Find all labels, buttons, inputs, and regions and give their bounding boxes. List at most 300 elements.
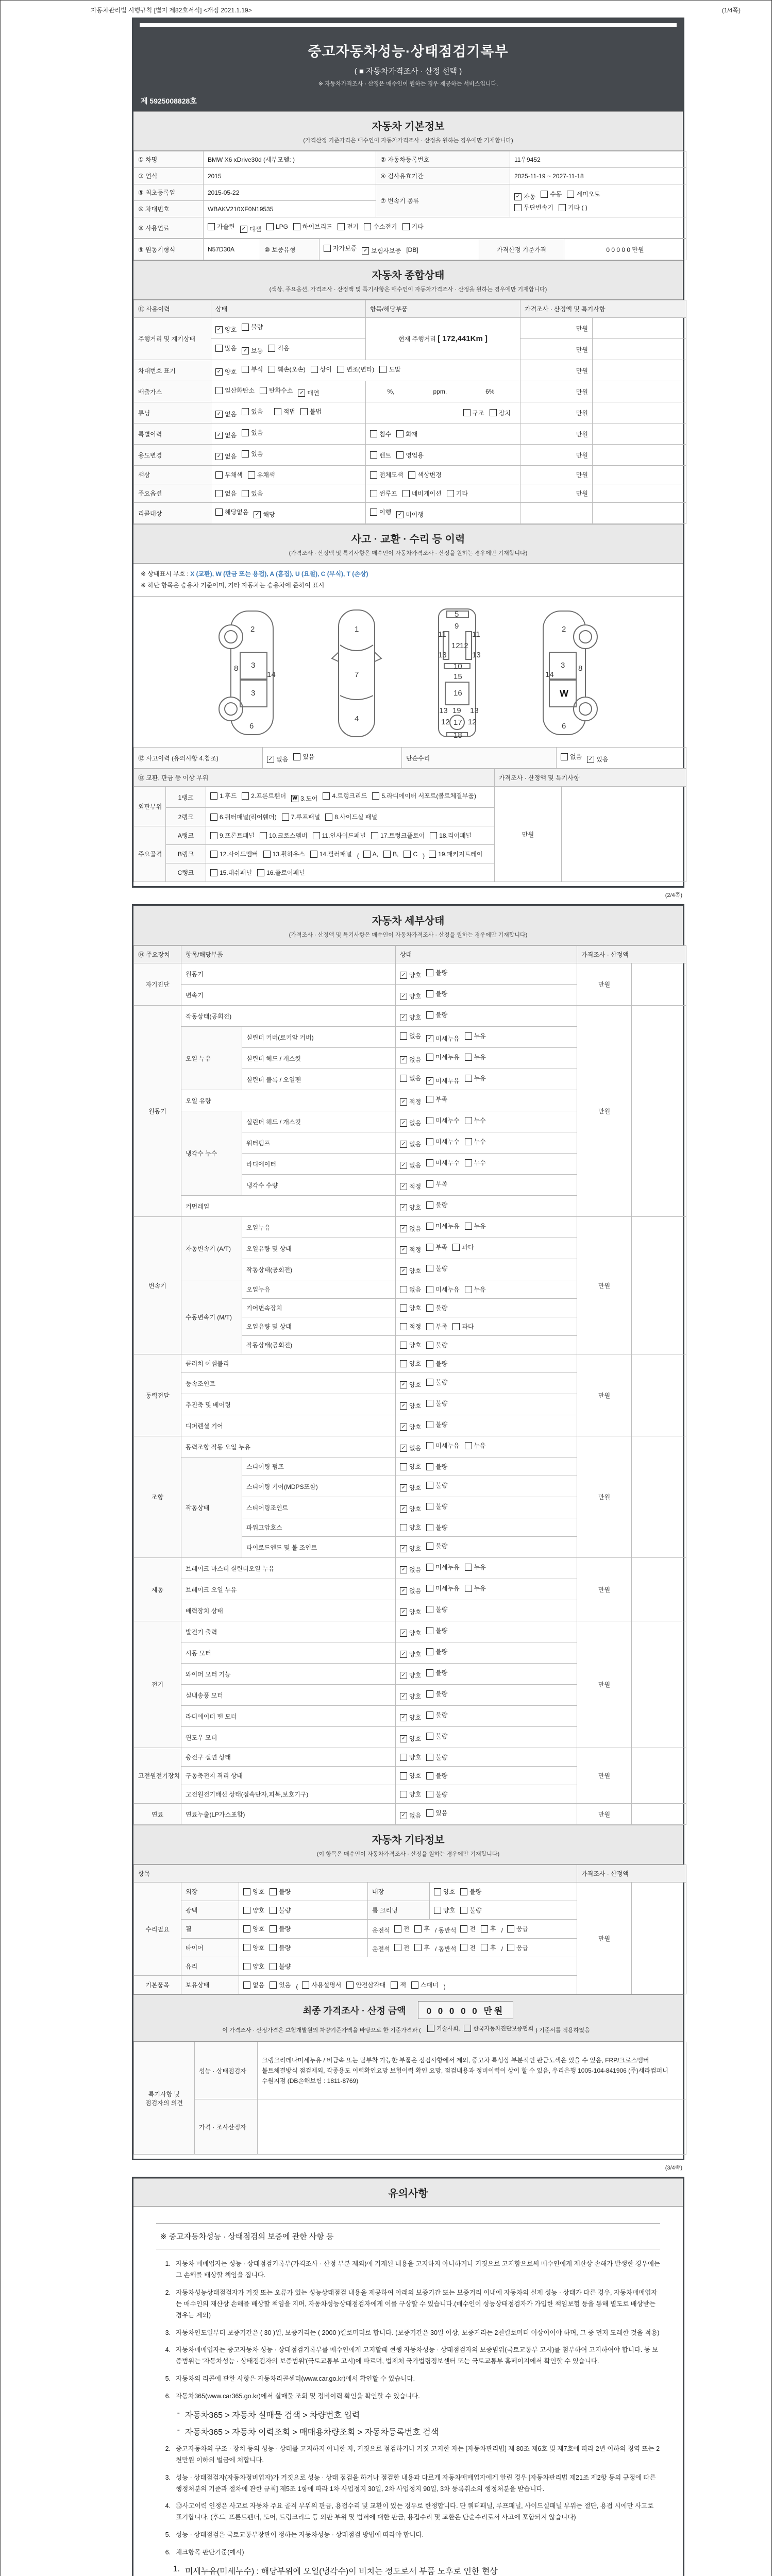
checkbox-icon[interactable] bbox=[426, 1627, 433, 1634]
checkbox-option[interactable] bbox=[426, 1076, 459, 1085]
checkbox-icon[interactable] bbox=[282, 814, 289, 821]
checkbox-option[interactable] bbox=[302, 1980, 341, 1989]
checkbox-icon[interactable] bbox=[293, 753, 300, 760]
checkbox-icon[interactable] bbox=[541, 191, 548, 198]
checkbox-option[interactable] bbox=[426, 1771, 447, 1780]
checkbox-icon[interactable] bbox=[452, 1323, 460, 1330]
checkbox-checked-icon[interactable]: ✓ bbox=[254, 511, 261, 518]
checkbox-icon[interactable] bbox=[394, 1925, 401, 1933]
checkbox-option[interactable] bbox=[240, 225, 261, 233]
checkbox-icon[interactable] bbox=[426, 1772, 433, 1780]
checkbox-option[interactable] bbox=[465, 1116, 486, 1125]
checkbox-icon[interactable] bbox=[370, 471, 377, 479]
checkbox-option[interactable] bbox=[490, 409, 511, 417]
checkbox-icon[interactable] bbox=[426, 1564, 433, 1571]
checkbox-option[interactable] bbox=[481, 1924, 496, 1933]
checkbox-option[interactable] bbox=[400, 1203, 421, 1212]
checkbox-icon[interactable] bbox=[460, 1944, 467, 1951]
checkbox-icon[interactable] bbox=[313, 832, 320, 839]
checkbox-icon[interactable] bbox=[464, 2025, 471, 2032]
checkbox-option[interactable] bbox=[274, 407, 295, 416]
checkbox-icon[interactable] bbox=[311, 366, 318, 373]
checkbox-icon[interactable] bbox=[371, 832, 378, 839]
checkbox-option[interactable] bbox=[363, 851, 378, 858]
checkbox-icon[interactable] bbox=[426, 1809, 433, 1817]
checkbox-icon[interactable] bbox=[270, 1944, 277, 1951]
checkbox-option[interactable] bbox=[400, 1753, 421, 1761]
checkbox-option[interactable] bbox=[430, 831, 472, 840]
checkbox-option[interactable] bbox=[362, 246, 401, 255]
checkbox-option[interactable] bbox=[371, 831, 425, 840]
checkbox-icon[interactable] bbox=[243, 1981, 250, 1989]
checkbox-option[interactable] bbox=[267, 755, 288, 764]
checkbox-option[interactable] bbox=[396, 510, 424, 519]
checkbox-option[interactable] bbox=[298, 388, 319, 397]
checkbox-icon[interactable] bbox=[426, 1117, 433, 1124]
checkbox-checked-icon[interactable]: ✓ bbox=[242, 347, 249, 354]
checkbox-option[interactable] bbox=[400, 1322, 421, 1331]
checkbox-checked-icon[interactable]: ✓ bbox=[400, 1162, 407, 1169]
checkbox-icon[interactable] bbox=[338, 223, 345, 230]
checkbox-icon[interactable] bbox=[426, 1201, 433, 1209]
checkbox-icon[interactable] bbox=[263, 851, 271, 858]
checkbox-icon[interactable] bbox=[460, 1888, 467, 1895]
checkbox-option[interactable] bbox=[400, 1055, 421, 1064]
checkbox-icon[interactable] bbox=[426, 1138, 433, 1145]
checkbox-icon[interactable] bbox=[426, 1503, 433, 1510]
checkbox-option[interactable] bbox=[426, 1200, 447, 1209]
checkbox-option[interactable] bbox=[460, 1887, 481, 1896]
checkbox-icon[interactable] bbox=[402, 490, 410, 497]
checkbox-option[interactable] bbox=[242, 449, 263, 458]
checkbox-option[interactable] bbox=[243, 1962, 264, 1971]
checkbox-icon[interactable] bbox=[396, 451, 404, 459]
checkbox-icon[interactable] bbox=[400, 1075, 407, 1082]
checkbox-option[interactable] bbox=[400, 1607, 421, 1616]
checkbox-option[interactable] bbox=[507, 1924, 528, 1933]
checkbox-checked-icon[interactable]: ✓ bbox=[215, 368, 223, 376]
checkbox-checked-icon[interactable]: ✓ bbox=[400, 1587, 407, 1595]
checkbox-option[interactable] bbox=[370, 430, 391, 438]
checkbox-option[interactable] bbox=[426, 1441, 459, 1450]
checkbox-option[interactable] bbox=[215, 367, 237, 376]
checkbox-option[interactable] bbox=[400, 1462, 421, 1471]
checkbox-icon[interactable] bbox=[400, 1323, 407, 1330]
checkbox-option[interactable] bbox=[561, 752, 582, 761]
checkbox-option[interactable] bbox=[426, 989, 447, 998]
checkbox-icon[interactable] bbox=[481, 1925, 488, 1933]
checkbox-icon[interactable] bbox=[248, 471, 255, 479]
checkbox-icon[interactable] bbox=[404, 851, 411, 858]
checkbox-icon[interactable] bbox=[400, 1032, 407, 1040]
checkbox-option[interactable] bbox=[243, 1906, 264, 1914]
checkbox-icon[interactable] bbox=[242, 490, 249, 497]
checkbox-checked-icon[interactable]: ✓ bbox=[587, 756, 594, 763]
checkbox-option[interactable] bbox=[270, 1943, 291, 1952]
checkbox-option[interactable] bbox=[400, 1074, 421, 1082]
checkbox-icon[interactable] bbox=[210, 792, 217, 800]
checkbox-icon[interactable] bbox=[260, 387, 267, 394]
checkbox-option[interactable] bbox=[400, 1266, 421, 1275]
checkbox-icon[interactable] bbox=[426, 1690, 433, 1698]
checkbox-option[interactable] bbox=[400, 1118, 421, 1127]
checkbox-checked-icon[interactable]: ✓ bbox=[400, 1714, 407, 1721]
checkbox-icon[interactable] bbox=[243, 1907, 250, 1914]
checkbox-option[interactable] bbox=[463, 409, 484, 417]
checkbox-checked-icon[interactable]: ✓ bbox=[267, 756, 274, 763]
checkbox-option[interactable] bbox=[408, 470, 441, 479]
checkbox-option[interactable] bbox=[400, 1245, 421, 1254]
checkbox-option[interactable] bbox=[270, 1887, 291, 1896]
checkbox-option[interactable] bbox=[243, 1924, 264, 1933]
checkbox-icon[interactable] bbox=[426, 1421, 433, 1428]
checkbox-icon[interactable] bbox=[567, 191, 574, 198]
checkbox-option[interactable] bbox=[426, 1689, 447, 1698]
checkbox-icon[interactable] bbox=[426, 1754, 433, 1761]
checkbox-option[interactable] bbox=[426, 1481, 447, 1489]
checkbox-option[interactable] bbox=[426, 1710, 447, 1719]
checkbox-option[interactable] bbox=[383, 851, 398, 858]
checkbox-icon[interactable] bbox=[400, 1791, 407, 1798]
checkbox-icon[interactable] bbox=[400, 1463, 407, 1470]
checkbox-option[interactable] bbox=[481, 1943, 496, 1952]
checkbox-icon[interactable] bbox=[434, 1888, 441, 1895]
checkbox-option[interactable] bbox=[400, 1303, 421, 1312]
checkbox-option[interactable] bbox=[400, 1380, 421, 1389]
checkbox-option[interactable] bbox=[426, 1626, 447, 1635]
checkbox-icon[interactable] bbox=[426, 1379, 433, 1386]
checkbox-option[interactable] bbox=[242, 428, 263, 437]
checkbox-icon[interactable] bbox=[337, 366, 344, 373]
checkbox-option[interactable] bbox=[210, 850, 258, 858]
checkbox-icon[interactable] bbox=[325, 814, 332, 821]
checkbox-option[interactable] bbox=[270, 1906, 291, 1914]
checkbox-icon[interactable] bbox=[372, 792, 379, 800]
checkbox-option[interactable] bbox=[338, 222, 359, 231]
checkbox-option[interactable] bbox=[426, 1541, 447, 1550]
checkbox-option[interactable] bbox=[364, 222, 397, 231]
checkbox-option[interactable] bbox=[426, 1222, 459, 1230]
checkbox-checked-icon[interactable]: ✓ bbox=[400, 1484, 407, 1492]
checkbox-icon[interactable] bbox=[429, 851, 436, 858]
checkbox-option[interactable] bbox=[370, 507, 391, 516]
checkbox-icon[interactable] bbox=[215, 509, 223, 516]
checkbox-icon[interactable] bbox=[426, 1265, 433, 1272]
checkbox-option[interactable] bbox=[426, 1808, 447, 1817]
checkbox-icon[interactable] bbox=[427, 2025, 434, 2032]
checkbox-checked-icon[interactable]: ✓ bbox=[400, 1505, 407, 1513]
checkbox-icon[interactable] bbox=[465, 1286, 472, 1293]
checkbox-option[interactable] bbox=[242, 407, 263, 416]
checkbox-option[interactable] bbox=[452, 1322, 474, 1331]
checkbox-option[interactable] bbox=[396, 451, 424, 460]
checkbox-option[interactable] bbox=[370, 489, 397, 498]
checkbox-option[interactable] bbox=[400, 1544, 421, 1553]
checkbox-icon[interactable]: W bbox=[291, 795, 298, 802]
checkbox-option[interactable] bbox=[293, 752, 314, 761]
checkbox-option[interactable] bbox=[337, 365, 374, 374]
checkbox-icon[interactable] bbox=[210, 869, 217, 876]
checkbox-checked-icon[interactable]: ✓ bbox=[426, 1077, 433, 1084]
checkbox-option[interactable] bbox=[396, 430, 417, 438]
checkbox-option[interactable] bbox=[426, 1378, 447, 1386]
checkbox-icon[interactable] bbox=[208, 223, 215, 230]
checkbox-icon[interactable] bbox=[465, 1223, 472, 1230]
checkbox-option[interactable] bbox=[465, 1222, 486, 1230]
checkbox-option[interactable] bbox=[400, 1692, 421, 1701]
checkbox-checked-icon[interactable]: ✓ bbox=[400, 1056, 407, 1063]
checkbox-icon[interactable] bbox=[400, 1754, 407, 1761]
checkbox-icon[interactable] bbox=[414, 1944, 422, 1951]
checkbox-option[interactable] bbox=[400, 1422, 421, 1431]
checkbox-option[interactable] bbox=[210, 831, 255, 840]
checkbox-checked-icon[interactable]: ✓ bbox=[400, 1141, 407, 1148]
checkbox-option[interactable] bbox=[260, 831, 308, 840]
checkbox-icon[interactable] bbox=[370, 430, 377, 437]
checkbox-option[interactable] bbox=[426, 968, 447, 977]
checkbox-icon[interactable] bbox=[465, 1442, 472, 1449]
checkbox-option[interactable] bbox=[270, 1924, 291, 1933]
checkbox-option[interactable] bbox=[391, 1980, 406, 1989]
checkbox-option[interactable] bbox=[215, 410, 237, 418]
checkbox-option[interactable] bbox=[426, 1137, 459, 1146]
checkbox-option[interactable] bbox=[400, 1734, 421, 1743]
checkbox-option[interactable] bbox=[426, 1523, 447, 1532]
checkbox-icon[interactable] bbox=[426, 1159, 433, 1166]
checkbox-checked-icon[interactable]: ✓ bbox=[400, 1608, 407, 1616]
checkbox-icon[interactable] bbox=[346, 1981, 354, 1989]
checkbox-icon[interactable] bbox=[463, 409, 470, 416]
checkbox-checked-icon[interactable]: ✓ bbox=[400, 1381, 407, 1388]
checkbox-option[interactable] bbox=[434, 1906, 455, 1914]
checkbox-option[interactable] bbox=[263, 850, 305, 858]
checkbox-option[interactable] bbox=[426, 1264, 447, 1273]
checkbox-icon[interactable] bbox=[242, 324, 249, 331]
checkbox-option[interactable] bbox=[426, 1010, 447, 1019]
checkbox-option[interactable] bbox=[426, 1668, 447, 1677]
checkbox-option[interactable] bbox=[270, 1980, 291, 1989]
checkbox-icon[interactable] bbox=[370, 451, 377, 459]
checkbox-option[interactable] bbox=[215, 507, 248, 516]
checkbox-option[interactable] bbox=[426, 1179, 447, 1188]
checkbox-option[interactable] bbox=[465, 1031, 486, 1040]
checkbox-option[interactable] bbox=[426, 1420, 447, 1429]
checkbox-icon[interactable] bbox=[426, 1482, 433, 1489]
checkbox-option[interactable] bbox=[426, 1341, 447, 1349]
checkbox-checked-icon[interactable]: ✓ bbox=[215, 411, 223, 418]
checkbox-option[interactable] bbox=[400, 1483, 421, 1492]
checkbox-option[interactable] bbox=[243, 1980, 264, 1989]
checkbox-option[interactable] bbox=[465, 1053, 486, 1061]
checkbox-option[interactable] bbox=[282, 812, 320, 821]
checkbox-icon[interactable] bbox=[426, 1648, 433, 1655]
checkbox-icon[interactable] bbox=[270, 1888, 277, 1895]
checkbox-icon[interactable] bbox=[507, 1925, 514, 1933]
checkbox-checked-icon[interactable]: ✓ bbox=[240, 226, 247, 233]
checkbox-option[interactable] bbox=[587, 755, 608, 764]
checkbox-icon[interactable] bbox=[242, 450, 249, 457]
checkbox-icon[interactable] bbox=[426, 1304, 433, 1312]
checkbox-option[interactable] bbox=[400, 1650, 421, 1658]
checkbox-option[interactable] bbox=[400, 1504, 421, 1513]
checkbox-checked-icon[interactable]: ✓ bbox=[400, 1204, 407, 1211]
checkbox-option[interactable] bbox=[268, 344, 289, 352]
checkbox-icon[interactable] bbox=[426, 1711, 433, 1719]
checkbox-option[interactable] bbox=[242, 323, 263, 331]
checkbox-icon[interactable] bbox=[243, 1888, 250, 1895]
checkbox-option[interactable] bbox=[243, 1887, 264, 1896]
checkbox-icon[interactable] bbox=[379, 366, 386, 373]
checkbox-icon[interactable] bbox=[391, 1981, 398, 1989]
checkbox-icon[interactable] bbox=[426, 1606, 433, 1613]
checkbox-icon[interactable] bbox=[426, 990, 433, 997]
checkbox-option[interactable] bbox=[346, 1980, 385, 1989]
checkbox-checked-icon[interactable]: ✓ bbox=[400, 1630, 407, 1637]
checkbox-option[interactable] bbox=[248, 470, 275, 479]
checkbox-icon[interactable] bbox=[426, 1524, 433, 1531]
checkbox-option[interactable] bbox=[411, 1980, 439, 1989]
checkbox-icon[interactable] bbox=[215, 471, 223, 479]
checkbox-icon[interactable] bbox=[400, 1304, 407, 1312]
checkbox-option[interactable] bbox=[400, 1182, 421, 1191]
checkbox-option[interactable] bbox=[400, 1401, 421, 1410]
checkbox-icon[interactable] bbox=[400, 1286, 407, 1293]
checkbox-option[interactable] bbox=[372, 791, 476, 800]
checkbox-option[interactable] bbox=[400, 1140, 421, 1148]
checkbox-icon[interactable] bbox=[310, 851, 317, 858]
checkbox-option[interactable] bbox=[514, 192, 535, 201]
checkbox-checked-icon[interactable]: ✓ bbox=[400, 1566, 407, 1573]
checkbox-icon[interactable] bbox=[426, 1323, 433, 1330]
checkbox-icon[interactable] bbox=[383, 851, 391, 858]
checkbox-option[interactable] bbox=[426, 1462, 447, 1471]
checkbox-icon[interactable] bbox=[400, 1524, 407, 1531]
checkbox-checked-icon[interactable]: ✓ bbox=[400, 1423, 407, 1431]
checkbox-icon[interactable] bbox=[215, 345, 223, 352]
checkbox-checked-icon[interactable]: ✓ bbox=[400, 972, 407, 979]
checkbox-icon[interactable] bbox=[426, 1463, 433, 1470]
checkbox-icon[interactable] bbox=[465, 1117, 472, 1124]
checkbox-icon[interactable] bbox=[430, 832, 437, 839]
checkbox-option[interactable] bbox=[215, 470, 243, 479]
checkbox-option[interactable] bbox=[379, 365, 400, 374]
checkbox-icon[interactable] bbox=[426, 1543, 433, 1550]
checkbox-option[interactable] bbox=[268, 365, 305, 374]
checkbox-icon[interactable] bbox=[561, 753, 568, 760]
checkbox-option[interactable] bbox=[400, 1341, 421, 1349]
checkbox-option[interactable] bbox=[402, 222, 424, 231]
checkbox-icon[interactable] bbox=[452, 1244, 460, 1251]
checkbox-option[interactable] bbox=[400, 1811, 421, 1820]
checkbox-option[interactable] bbox=[400, 1586, 421, 1595]
checkbox-option[interactable] bbox=[452, 1243, 474, 1251]
checkbox-icon[interactable] bbox=[300, 408, 308, 415]
checkbox-icon[interactable] bbox=[323, 792, 330, 800]
checkbox-checked-icon[interactable]: ✓ bbox=[400, 1402, 407, 1410]
checkbox-option[interactable] bbox=[394, 1924, 410, 1933]
checkbox-option[interactable] bbox=[426, 1095, 447, 1104]
checkbox-option[interactable] bbox=[402, 489, 442, 498]
checkbox-option[interactable] bbox=[460, 1943, 476, 1952]
checkbox-icon[interactable] bbox=[242, 429, 249, 436]
checkbox-icon[interactable] bbox=[243, 1963, 250, 1970]
checkbox-option[interactable] bbox=[215, 344, 237, 352]
checkbox-icon[interactable] bbox=[210, 814, 217, 821]
checkbox-icon[interactable] bbox=[514, 204, 522, 211]
checkbox-icon[interactable] bbox=[408, 471, 415, 479]
checkbox-option[interactable] bbox=[465, 1285, 486, 1294]
checkbox-icon[interactable] bbox=[426, 1054, 433, 1061]
checkbox-checked-icon[interactable]: ✓ bbox=[400, 1246, 407, 1253]
checkbox-option[interactable] bbox=[370, 451, 391, 460]
checkbox-option[interactable] bbox=[426, 1584, 459, 1592]
checkbox-icon[interactable] bbox=[426, 1360, 433, 1367]
checkbox-option[interactable] bbox=[293, 222, 332, 231]
checkbox-option[interactable] bbox=[400, 1565, 421, 1574]
checkbox-option[interactable] bbox=[260, 386, 293, 395]
checkbox-option[interactable] bbox=[426, 1563, 459, 1571]
checkbox-checked-icon[interactable]: ✓ bbox=[400, 1812, 407, 1819]
checkbox-option[interactable] bbox=[400, 1097, 421, 1106]
checkbox-option[interactable] bbox=[460, 1906, 481, 1914]
checkbox-option[interactable] bbox=[400, 992, 421, 1001]
checkbox-icon[interactable] bbox=[266, 223, 274, 230]
checkbox-option[interactable] bbox=[400, 1671, 421, 1680]
checkbox-icon[interactable] bbox=[426, 1223, 433, 1230]
checkbox-icon[interactable] bbox=[243, 1944, 250, 1951]
checkbox-option[interactable] bbox=[465, 1074, 486, 1082]
checkbox-option[interactable] bbox=[426, 1605, 447, 1614]
checkbox-checked-icon[interactable]: ✓ bbox=[400, 1120, 407, 1127]
checkbox-option[interactable] bbox=[311, 365, 332, 374]
checkbox-checked-icon[interactable]: ✓ bbox=[400, 1445, 407, 1452]
checkbox-icon[interactable] bbox=[426, 969, 433, 976]
checkbox-option[interactable] bbox=[291, 794, 317, 803]
checkbox-option[interactable] bbox=[465, 1563, 486, 1571]
checkbox-option[interactable] bbox=[429, 850, 482, 858]
checkbox-icon[interactable] bbox=[270, 1925, 277, 1933]
checkbox-icon[interactable] bbox=[411, 1981, 418, 1989]
checkbox-checked-icon[interactable]: ✓ bbox=[400, 1545, 407, 1552]
checkbox-checked-icon[interactable]: ✓ bbox=[400, 1014, 407, 1021]
checkbox-option[interactable] bbox=[210, 868, 252, 877]
checkbox-option[interactable] bbox=[426, 1359, 447, 1368]
checkbox-option[interactable] bbox=[460, 1924, 476, 1933]
checkbox-icon[interactable] bbox=[426, 1244, 433, 1251]
checkbox-icon[interactable] bbox=[426, 1400, 433, 1407]
checkbox-icon[interactable] bbox=[507, 1944, 514, 1951]
checkbox-option[interactable] bbox=[514, 203, 553, 212]
checkbox-icon[interactable] bbox=[426, 1669, 433, 1676]
checkbox-icon[interactable] bbox=[460, 1907, 467, 1914]
checkbox-checked-icon[interactable]: ✓ bbox=[400, 1693, 407, 1700]
checkbox-option[interactable] bbox=[242, 791, 286, 800]
checkbox-checked-icon[interactable]: ✓ bbox=[400, 1098, 407, 1106]
checkbox-icon[interactable] bbox=[426, 1733, 433, 1740]
checkbox-icon[interactable] bbox=[426, 1286, 433, 1293]
checkbox-option[interactable] bbox=[400, 1444, 421, 1452]
checkbox-icon[interactable] bbox=[364, 223, 371, 230]
checkbox-icon[interactable] bbox=[447, 490, 454, 497]
checkbox-option[interactable] bbox=[400, 1523, 421, 1532]
checkbox-option[interactable] bbox=[559, 203, 587, 212]
checkbox-option[interactable] bbox=[465, 1441, 486, 1450]
checkbox-icon[interactable] bbox=[465, 1054, 472, 1061]
checkbox-checked-icon[interactable]: ✓ bbox=[426, 1035, 433, 1042]
checkbox-icon[interactable] bbox=[465, 1138, 472, 1145]
checkbox-icon[interactable] bbox=[260, 832, 267, 839]
checkbox-option[interactable] bbox=[242, 346, 263, 355]
